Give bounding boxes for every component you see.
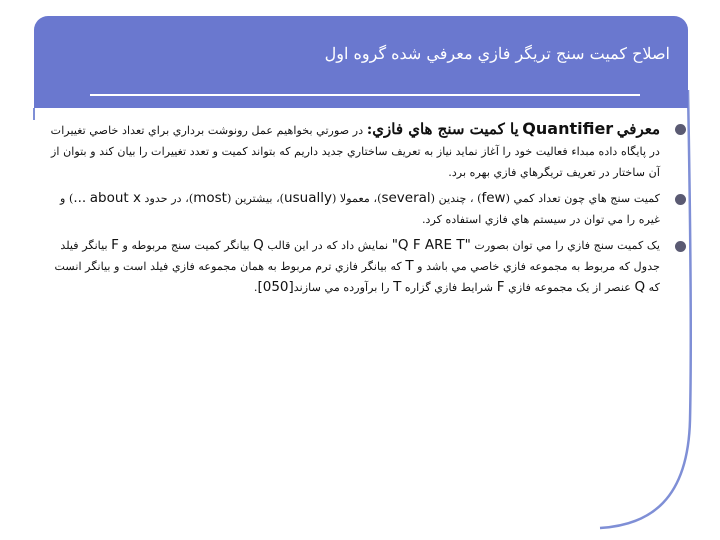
term-few: few	[481, 190, 506, 206]
text-segment: .	[253, 281, 258, 294]
text-segment: کميت سنج هاي چون تعداد کمي (	[505, 192, 660, 205]
text-segment: ) و غيره را مي توان در سيستم هاي فازي استفاده کرد.	[59, 192, 660, 226]
symbol-t: T	[405, 258, 414, 274]
slide-title: اصلاح کميت سنج تريگر فازي معرفي شده گروه اول	[324, 44, 670, 63]
term-usually: usually	[284, 190, 332, 206]
term-about-x: about x	[89, 190, 141, 206]
text-segment: )، بيشترين (	[226, 192, 285, 205]
bullet-icon	[675, 241, 686, 252]
reference-citation: [050]	[257, 279, 294, 295]
paragraph-quantifier-definition	[40, 118, 680, 183]
term-quantifier: Quantifier	[522, 119, 614, 138]
symbol-t: T	[393, 279, 402, 295]
text-segment: که بيانگر فازي ترم مربوط به همان مجموعه فازي فيلد است و بيانگر انست که	[54, 260, 660, 294]
term-several: several	[381, 190, 431, 206]
text-segment: عنصر از يک مجموعه فازي	[508, 281, 631, 294]
term-q-f-are-t: "Q F ARE T"	[391, 237, 471, 253]
paragraph-quantifier-examples	[40, 188, 680, 230]
bullet-icon	[675, 124, 686, 135]
heading-moarefi: معرفي	[616, 120, 660, 138]
symbol-f: F	[111, 237, 119, 253]
paragraph-body: در صورتي بخواهيم عمل رونوشت برداري براي تعداد خاصي تغييرات در پايگاه داده مبداء فعاليت خود را آغاز نمايد نياز به تعريف ساختاري جديد داريم که بتواند کميت و تعدد تغييرات را بيان کند و بتوان از آن ساختار در تعريف تريگرهاي فازي بهره برد.	[50, 124, 660, 179]
paragraph-quantifier-format	[40, 235, 680, 298]
title-underline	[90, 94, 640, 96]
slide-content	[40, 118, 680, 303]
symbol-q: Q	[253, 237, 264, 253]
text-segment: نمايش داد که در اين قالب	[267, 239, 389, 252]
text-segment: يک کميت سنج فازي را مي توان بصورت	[474, 239, 660, 252]
text-segment: بيانگر فيلد جدول که مربوط به مجموعه فازي خاصي مي باشد و	[60, 239, 660, 273]
symbol-q: Q	[634, 279, 646, 295]
text-segment: )، در حدود	[140, 192, 194, 205]
text-segment: ) ، چندين (	[430, 192, 482, 205]
text-segment: بيانگر کميت سنج مربوطه و	[122, 239, 250, 252]
text-segment: شرايط فازي گزاره	[404, 281, 494, 294]
text-segment: را برآورده مي سازند	[293, 281, 390, 294]
symbol-f: F	[496, 279, 505, 295]
term-most: most	[193, 190, 227, 206]
bullet-icon	[675, 194, 686, 205]
heading-fuzzy-quantifiers: يا کميت سنج هاي فازي:	[366, 120, 519, 138]
text-segment: )، معمولا (	[331, 192, 382, 205]
term-dots: ...	[73, 190, 87, 206]
